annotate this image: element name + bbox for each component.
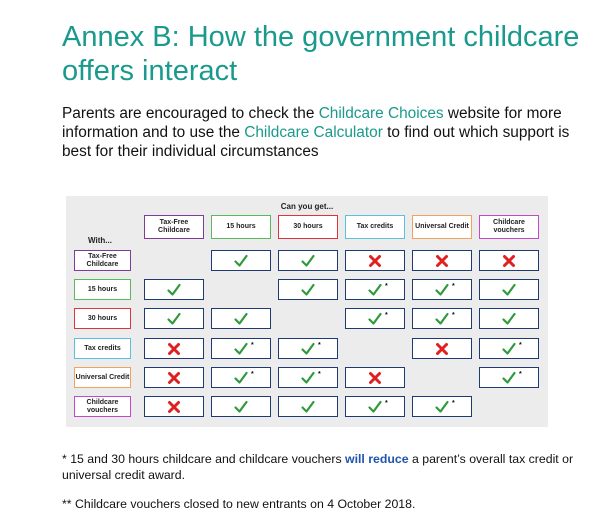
check-icon (301, 400, 315, 414)
check-icon (167, 312, 181, 326)
cross-icon (502, 254, 516, 268)
cross-icon (167, 400, 181, 414)
asterisk-marker: * (385, 283, 388, 290)
check-icon (435, 312, 449, 326)
check-icon-cell (479, 279, 539, 300)
check-icon (368, 312, 382, 326)
footnote-1-text-a: * 15 and 30 hours childcare and childcare vouchers (62, 452, 346, 466)
check-icon-cell (211, 308, 271, 329)
check-icon-cell (211, 338, 271, 359)
cross-icon-cell (412, 250, 472, 271)
footnote-1-text-c: a parent’s overall tax credit or universal credit award. (62, 452, 574, 482)
column-header-30-hours: 30 hours (278, 215, 338, 239)
check-icon (301, 342, 315, 356)
column-header-universal-credit: Universal Credit (412, 215, 472, 239)
check-icon (234, 342, 248, 356)
cross-icon (167, 371, 181, 385)
asterisk-marker: * (452, 400, 455, 407)
cross-icon-cell (412, 338, 472, 359)
cross-icon (435, 342, 449, 356)
with-label: With... (88, 236, 112, 245)
cross-icon-cell (144, 367, 204, 388)
check-icon (502, 312, 516, 326)
childcare-calculator-link[interactable]: Childcare Calculator (244, 124, 383, 141)
check-icon (502, 371, 516, 385)
check-icon (234, 312, 248, 326)
cross-icon-cell (345, 250, 405, 271)
check-icon-cell (278, 367, 338, 388)
row-header-tax-credits: Tax credits (74, 338, 131, 359)
check-icon-cell (412, 279, 472, 300)
check-icon-cell (345, 396, 405, 417)
check-icon-cell (412, 308, 472, 329)
asterisk-marker: * (251, 342, 254, 349)
footnote-reduce (62, 451, 582, 483)
cross-icon-cell (144, 338, 204, 359)
cross-icon (368, 371, 382, 385)
row-header-universal-credit: Universal Credit (74, 367, 131, 388)
asterisk-marker: * (385, 400, 388, 407)
intro-paragraph (62, 104, 582, 161)
check-icon (301, 371, 315, 385)
asterisk-marker: * (452, 312, 455, 319)
asterisk-marker: * (251, 371, 254, 378)
footnote-vouchers: ** Childcare vouchers closed to new entrants on 4 October 2018. (62, 497, 416, 511)
check-icon-cell (479, 308, 539, 329)
intro-text-1: Parents are encouraged to check the (62, 105, 319, 122)
cross-icon (368, 254, 382, 268)
asterisk-marker: * (318, 371, 321, 378)
check-icon-cell (211, 250, 271, 271)
check-icon-cell (211, 367, 271, 388)
check-icon-cell (144, 308, 204, 329)
check-icon (368, 400, 382, 414)
check-icon (301, 254, 315, 268)
check-icon (234, 400, 248, 414)
asterisk-marker: * (519, 342, 522, 349)
asterisk-marker: * (519, 371, 522, 378)
check-icon-cell (345, 279, 405, 300)
check-icon (167, 283, 181, 297)
cross-icon-cell (144, 396, 204, 417)
check-icon-cell (278, 279, 338, 300)
row-header-15-hours: 15 hours (74, 279, 131, 300)
cross-icon-cell (479, 250, 539, 271)
check-icon (368, 283, 382, 297)
check-icon-cell (479, 367, 539, 388)
check-icon (234, 254, 248, 268)
column-header-tax-credits: Tax credits (345, 215, 405, 239)
check-icon-cell (278, 338, 338, 359)
interaction-matrix (66, 196, 548, 427)
check-icon (435, 400, 449, 414)
check-icon (301, 283, 315, 297)
cross-icon (435, 254, 449, 268)
check-icon-cell (345, 308, 405, 329)
row-header-30-hours: 30 hours (74, 308, 131, 329)
page-title: Annex B: How the government childcare offers interact (62, 21, 580, 87)
asterisk-marker: * (452, 283, 455, 290)
intro-text-3: to find out which support is best for their individual circumstances (62, 124, 570, 160)
childcare-choices-link[interactable]: Childcare Choices (318, 105, 444, 122)
check-icon (234, 371, 248, 385)
check-icon-cell (479, 338, 539, 359)
row-header-tax-free-childcare: Tax-Free Childcare (74, 250, 131, 271)
cross-icon (167, 342, 181, 356)
footnote-1-will-reduce: will reduce (345, 452, 409, 466)
check-icon-cell (211, 396, 271, 417)
check-icon-cell (278, 250, 338, 271)
column-header-childcare-vouchers: Childcare vouchers (479, 215, 539, 239)
check-icon-cell (412, 396, 472, 417)
check-icon-cell (144, 279, 204, 300)
asterisk-marker: * (318, 342, 321, 349)
check-icon-cell (278, 396, 338, 417)
check-icon (502, 283, 516, 297)
column-header-15-hours: 15 hours (211, 215, 271, 239)
check-icon (502, 342, 516, 356)
column-header-tax-free-childcare: Tax-Free Childcare (144, 215, 204, 239)
row-header-childcare-vouchers: Childcare vouchers (74, 396, 131, 417)
intro-text-2: website for more information and to use the (62, 105, 562, 141)
check-icon (435, 283, 449, 297)
asterisk-marker: * (385, 312, 388, 319)
cross-icon-cell (345, 367, 405, 388)
can-you-get-label: Can you get... (280, 202, 334, 211)
